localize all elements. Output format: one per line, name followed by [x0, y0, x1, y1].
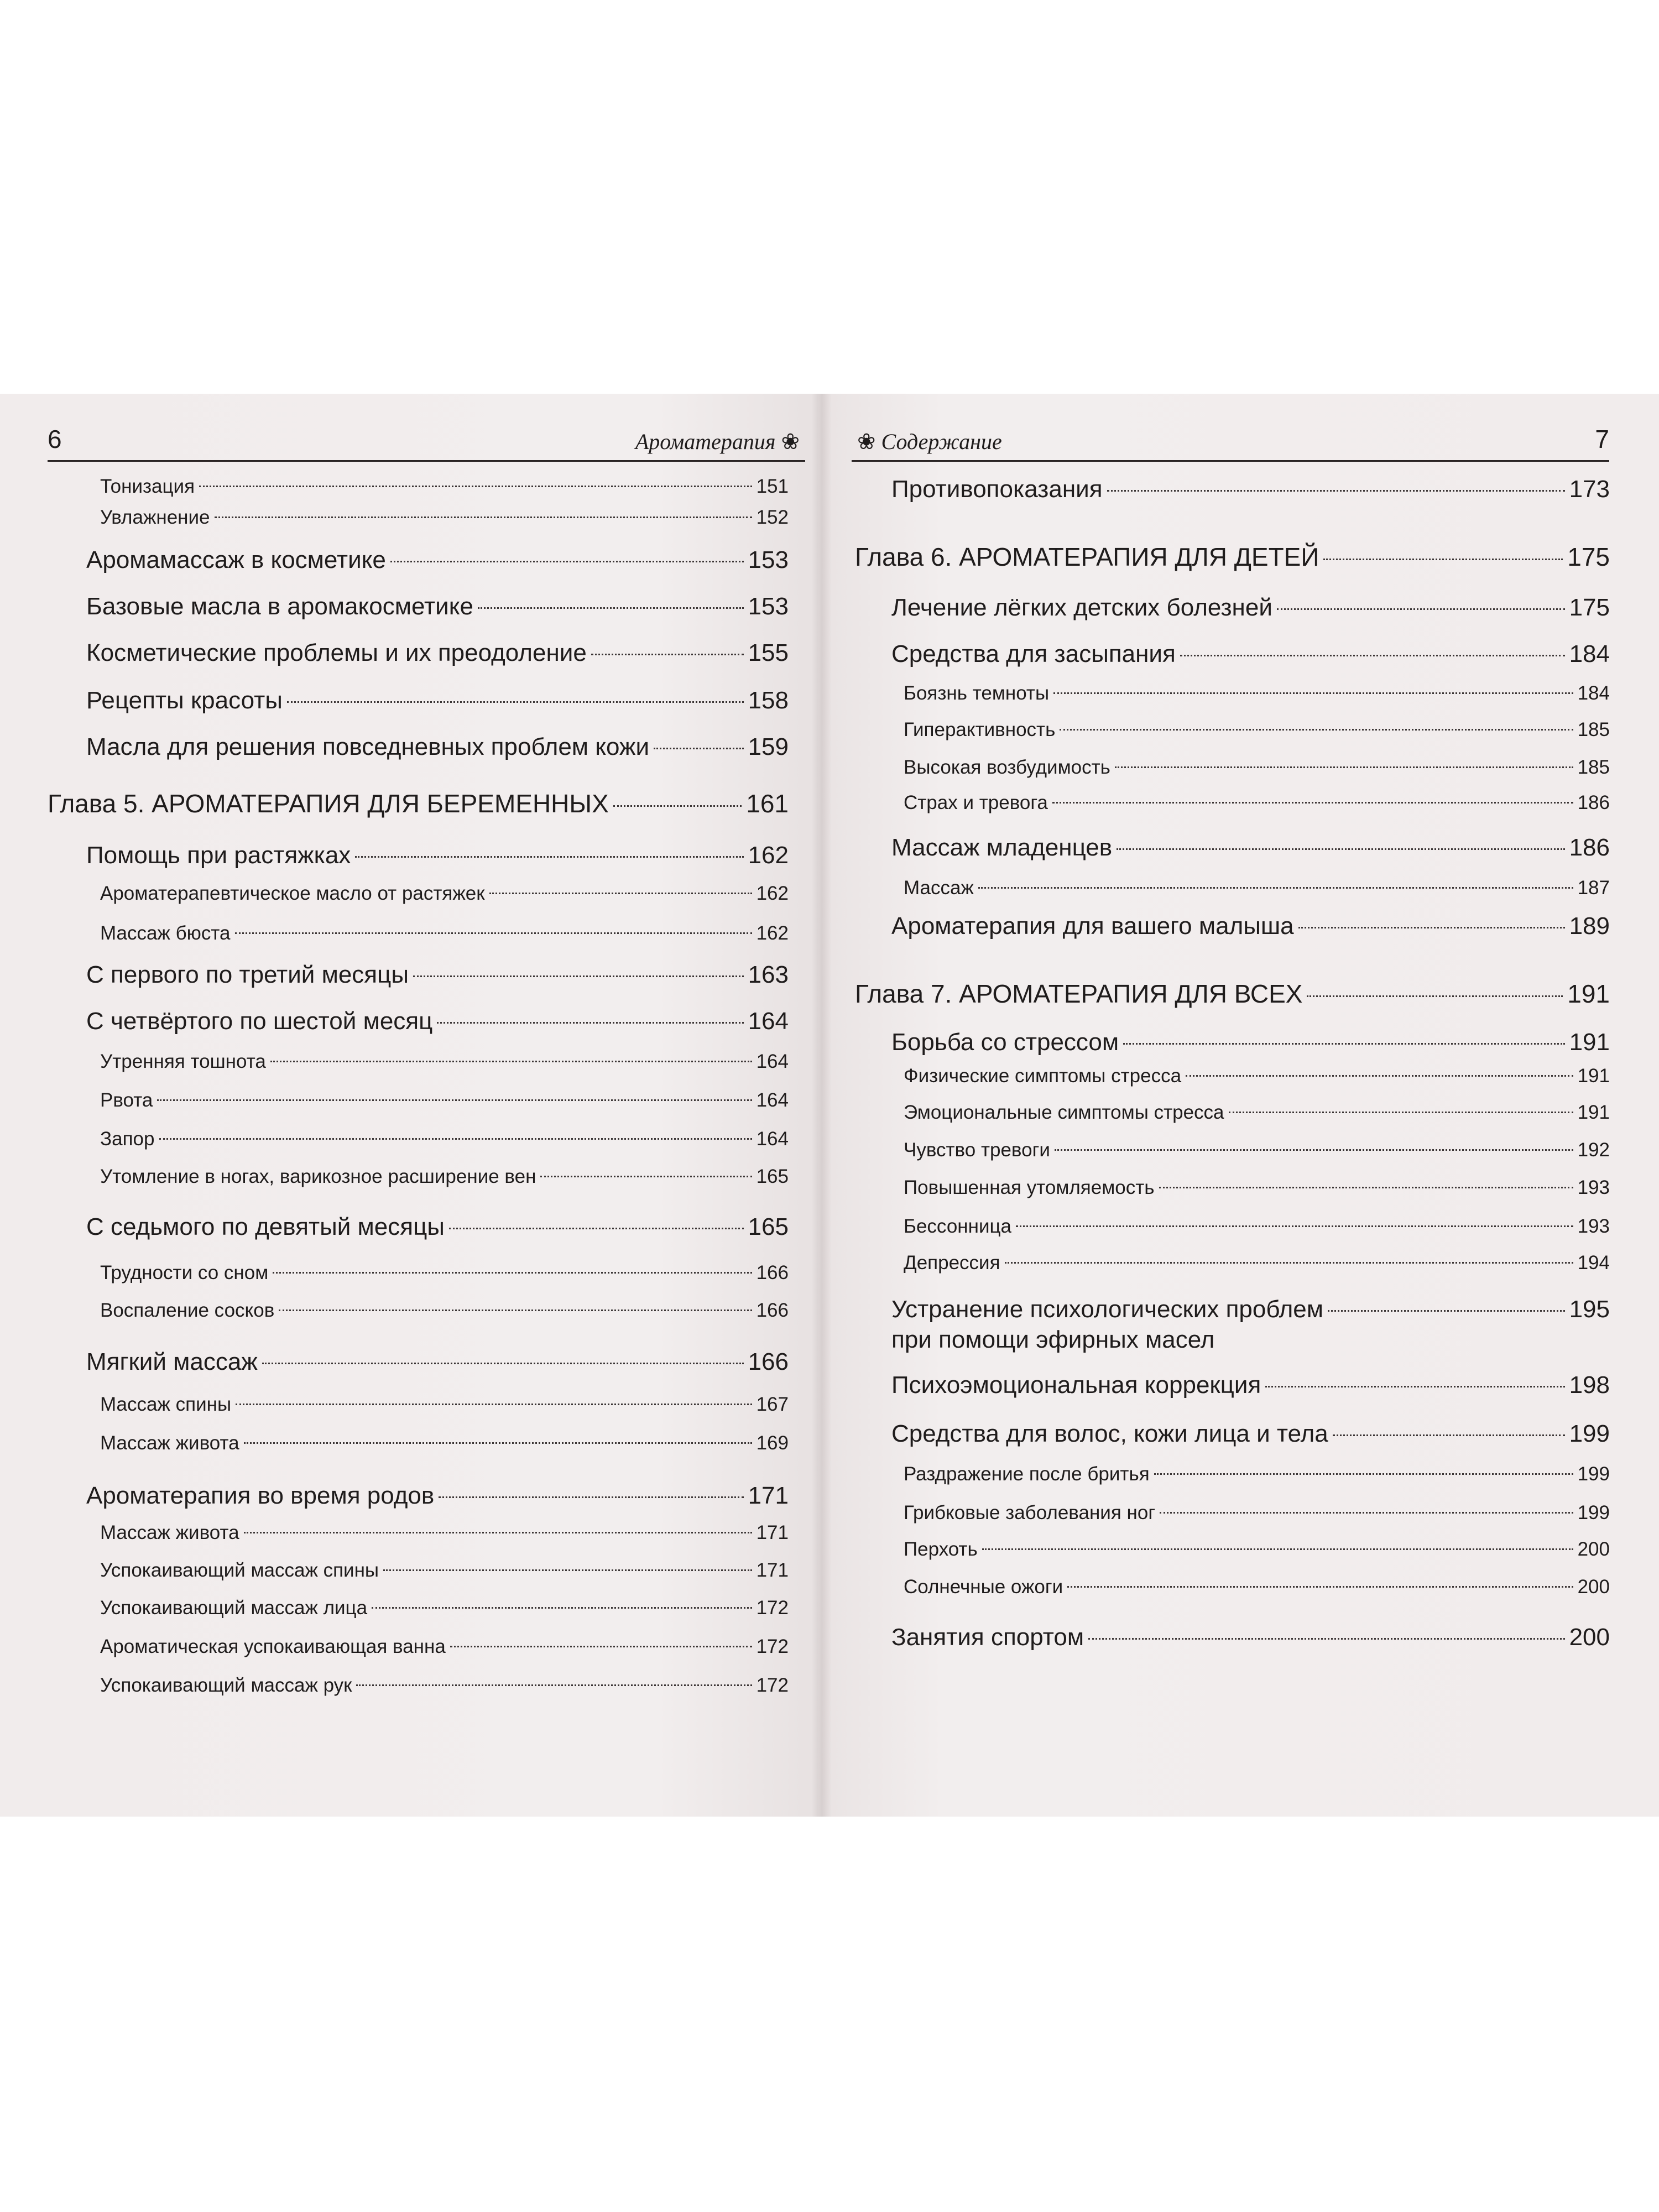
toc-entry-title: С седьмого по девятый месяцы	[86, 1213, 445, 1240]
toc-entry	[48, 1213, 789, 1241]
toc-chapter-entry	[855, 542, 1610, 572]
toc-page-number: 172	[756, 1597, 789, 1619]
toc-entry-title: Утренняя тошнота	[100, 1051, 266, 1072]
leader-dots	[1298, 927, 1565, 928]
toc-page-number: 191	[1577, 1065, 1610, 1087]
toc-entry-title: Перхоть	[904, 1538, 978, 1560]
leader-dots	[1154, 1473, 1573, 1475]
toc-entry	[48, 476, 789, 498]
toc-page-number: 172	[756, 1636, 789, 1657]
toc-page-number: 158	[748, 687, 789, 714]
toc-entry-title: Страх и тревога	[904, 792, 1048, 813]
leader-dots	[1160, 1512, 1573, 1514]
leader-dots	[1115, 766, 1573, 768]
leader-dots	[1107, 490, 1565, 492]
toc-entry-title-line2: при помощи эфирных масел	[891, 1326, 1215, 1353]
toc-entry	[48, 687, 789, 714]
toc-entry	[48, 1597, 789, 1619]
leader-dots	[1277, 608, 1565, 610]
toc-entry	[855, 834, 1610, 862]
toc-entry	[855, 1215, 1610, 1238]
toc-page-number: 163	[748, 961, 789, 988]
toc-entry	[48, 733, 789, 761]
toc-entry	[855, 1624, 1610, 1651]
toc-page-number: 172	[756, 1674, 789, 1696]
toc-entry	[48, 1300, 789, 1322]
toc-entry	[48, 1166, 789, 1188]
toc-entry-title: Психоэмоциональная коррекция	[891, 1371, 1261, 1399]
leader-dots	[478, 607, 744, 609]
toc-entry	[48, 1089, 789, 1112]
toc-entry	[855, 1463, 1610, 1485]
leader-dots	[372, 1607, 752, 1609]
toc-page-number: 169	[756, 1432, 789, 1454]
toc-page-number: 153	[748, 546, 789, 573]
leader-dots	[356, 1684, 752, 1686]
toc-entry-title: Борьба со стрессом	[891, 1029, 1119, 1056]
toc-page-number: 185	[1577, 757, 1610, 778]
toc-entry	[48, 1522, 789, 1544]
leader-dots	[244, 1442, 752, 1444]
toc-page-number: 191	[1567, 979, 1610, 1008]
leader-dots	[273, 1272, 752, 1274]
toc-entry-title: Ароматическая успокаивающая ванна	[100, 1636, 446, 1657]
toc-page-number: 184	[1569, 640, 1610, 667]
leader-dots	[159, 1138, 752, 1140]
leader-dots	[439, 1496, 743, 1498]
leader-dots	[1307, 995, 1563, 997]
leader-dots	[489, 893, 752, 894]
toc-page-number: 187	[1577, 877, 1610, 899]
leader-dots	[355, 856, 743, 858]
running-head-left	[48, 424, 805, 457]
toc-entry	[855, 1371, 1610, 1399]
toc-entry	[855, 792, 1610, 814]
toc-entry-title: Депрессия	[904, 1252, 1000, 1274]
leader-dots	[235, 932, 752, 934]
running-title-text: Ароматерапия	[635, 429, 776, 454]
toc-entry	[48, 1394, 789, 1416]
leader-dots	[1265, 1386, 1564, 1387]
toc-entry-title: Ароматерапевтическое масло от растяжек	[100, 883, 485, 904]
leader-dots	[1159, 1187, 1573, 1188]
toc-page-number: 161	[746, 789, 789, 818]
toc-entry	[48, 1559, 789, 1582]
left-page	[0, 394, 818, 1817]
leader-dots	[215, 517, 752, 518]
toc-entry	[855, 1294, 1610, 1355]
toc-entry-title: Помощь при растяжках	[86, 842, 351, 869]
toc-entry-title: Занятия спортом	[891, 1624, 1084, 1651]
toc-page-number: 191	[1577, 1102, 1610, 1123]
leader-dots	[413, 975, 744, 977]
toc-entry	[48, 1348, 789, 1376]
leader-dots	[613, 805, 742, 807]
page-number: 6	[48, 425, 62, 453]
toc-entry-title: Ароматерапия для вашего малыша	[891, 912, 1294, 940]
toc-entry	[48, 883, 789, 905]
toc-entry-title: Средства для засыпания	[891, 640, 1176, 667]
toc-entry-title: Солнечные ожоги	[904, 1576, 1063, 1598]
toc-page-number: 155	[748, 639, 789, 666]
toc-entry-title: Запор	[100, 1128, 155, 1150]
toc-page-number: 173	[1569, 476, 1610, 503]
leader-dots	[1052, 802, 1573, 804]
leader-dots	[1333, 1434, 1565, 1436]
toc-entry-title: Гиперактивность	[904, 719, 1056, 740]
toc-entry	[48, 842, 789, 869]
toc-entry	[855, 877, 1610, 899]
toc-entry-title: Чувство тревоги	[904, 1139, 1050, 1161]
toc-entry	[48, 593, 789, 620]
leader-dots	[262, 1363, 744, 1364]
toc-page-number: 166	[756, 1300, 789, 1321]
leader-dots	[1053, 692, 1573, 694]
toc-entry	[48, 961, 789, 989]
toc-entry-title: Массаж	[904, 877, 974, 899]
toc-chapter-entry	[48, 789, 789, 818]
toc-entry-title: Массаж живота	[100, 1432, 239, 1454]
toc-entry-title: Бессонница	[904, 1215, 1012, 1237]
toc-entry	[48, 507, 789, 529]
toc-entry	[48, 1674, 789, 1697]
toc-entry-title: Массаж живота	[100, 1522, 239, 1543]
leader-dots	[982, 1548, 1573, 1550]
leader-dots	[390, 561, 744, 562]
toc-entry	[855, 1177, 1610, 1199]
leader-dots	[1123, 1043, 1564, 1045]
toc-page-number: 162	[756, 922, 789, 944]
running-title	[852, 429, 1002, 455]
toc-entry-title: Лечение лёгких детских болезней	[891, 594, 1272, 621]
toc-entry-title: Тонизация	[100, 476, 195, 497]
toc-entry	[855, 1538, 1610, 1561]
toc-entry	[855, 640, 1610, 668]
toc-page-number: 189	[1569, 912, 1610, 940]
toc-page-number: 152	[756, 507, 789, 528]
leader-dots	[270, 1061, 752, 1062]
leader-dots	[199, 486, 752, 487]
running-head-right	[852, 424, 1609, 457]
leader-dots	[287, 701, 744, 703]
toc-entry	[855, 1029, 1610, 1056]
leader-dots	[437, 1022, 743, 1024]
running-title-text: Содержание	[881, 429, 1002, 454]
toc-page-number: 199	[1569, 1420, 1610, 1447]
header-rule	[48, 460, 805, 462]
leader-dots	[236, 1404, 752, 1405]
toc-page-number: 191	[1569, 1029, 1610, 1056]
toc-entry	[855, 1576, 1610, 1598]
toc-entry-title: Трудности со сном	[100, 1262, 269, 1284]
toc-page-number: 199	[1577, 1502, 1610, 1524]
toc-entry	[855, 1102, 1610, 1124]
toc-entry	[855, 1139, 1610, 1161]
toc-entry-title: Рецепты красоты	[86, 687, 283, 714]
toc-page-number: 151	[756, 476, 789, 497]
toc-page-number: 175	[1567, 542, 1610, 571]
leader-dots	[1323, 559, 1563, 560]
toc-entry-title: Физические симптомы стресса	[904, 1065, 1182, 1087]
toc-entry-title: Глава 5. АРОМАТЕРАПИЯ ДЛЯ БЕРЕМЕННЫХ	[48, 789, 609, 818]
toc-entry-title: Противопоказания	[891, 476, 1103, 503]
toc-entry	[48, 1051, 789, 1073]
leader-dots	[1180, 655, 1565, 656]
leader-dots	[1117, 848, 1564, 850]
toc-entry-title: Эмоциональные симптомы стресса	[904, 1102, 1224, 1123]
leader-dots	[1229, 1112, 1573, 1113]
toc-entry	[855, 757, 1610, 779]
toc-entry	[855, 476, 1610, 503]
leader-dots	[157, 1099, 752, 1101]
toc-page-number: 185	[1577, 719, 1610, 740]
toc-page-number: 171	[756, 1559, 789, 1581]
toc-entry	[855, 1420, 1610, 1448]
toc-page-number: 186	[1569, 834, 1610, 861]
toc-page-number: 184	[1577, 682, 1610, 704]
toc-entry	[48, 1482, 789, 1510]
toc-entry	[855, 1252, 1610, 1274]
leader-dots	[1016, 1225, 1573, 1227]
toc-entry-title: Средства для волос, кожи лица и тела	[891, 1420, 1328, 1447]
leader-dots	[449, 1228, 744, 1229]
leader-dots	[1067, 1586, 1573, 1588]
toc-entry-title: Успокаивающий массаж лица	[100, 1597, 368, 1619]
toc-page-number: 166	[748, 1348, 789, 1375]
toc-chapter-entry	[855, 979, 1610, 1009]
toc-page-number: 159	[748, 733, 789, 760]
leader-dots	[1328, 1310, 1565, 1312]
toc-page-number: 164	[748, 1008, 789, 1035]
leader-dots	[1005, 1262, 1573, 1264]
book-gutter	[812, 394, 832, 1817]
header-rule	[852, 460, 1609, 462]
toc-page-number: 200	[1577, 1576, 1610, 1598]
toc-entry-title-line1: Устранение психологических проблем	[891, 1296, 1323, 1323]
toc-entry-title: Масла для решения повседневных проблем кожи	[86, 733, 650, 760]
leader-dots	[654, 748, 744, 749]
leader-dots	[540, 1176, 752, 1177]
toc-entry-title	[891, 1294, 1323, 1355]
toc-entry-title: Массаж бюста	[100, 922, 231, 944]
toc-page-number: 194	[1577, 1252, 1610, 1274]
toc-entry	[855, 719, 1610, 741]
toc-entry	[48, 546, 789, 574]
toc-entry-title: Воспаление сосков	[100, 1300, 275, 1321]
toc-page-number: 171	[756, 1522, 789, 1543]
toc-page-number: 164	[756, 1089, 789, 1111]
toc-entry	[48, 1008, 789, 1035]
leader-dots	[383, 1569, 752, 1571]
toc-page-number: 198	[1569, 1371, 1610, 1399]
flower-ornament-icon: ❀	[781, 429, 800, 454]
toc-page-number: 166	[756, 1262, 789, 1284]
toc-entry-title: Высокая возбудимость	[904, 757, 1110, 778]
page-number: 7	[1595, 425, 1609, 453]
toc-entry	[48, 1262, 789, 1284]
leader-dots	[978, 887, 1573, 889]
toc-entry-title: Раздражение после бритья	[904, 1463, 1150, 1485]
leader-dots	[591, 654, 744, 655]
toc-page-number: 175	[1569, 594, 1610, 621]
leader-dots	[244, 1532, 752, 1533]
leader-dots	[1088, 1638, 1564, 1640]
toc-entry	[855, 594, 1610, 622]
toc-page-number: 192	[1577, 1139, 1610, 1161]
toc-page-number: 193	[1577, 1215, 1610, 1237]
leader-dots	[450, 1646, 752, 1647]
toc-page-number: 165	[756, 1166, 789, 1187]
toc-entry-title: Рвота	[100, 1089, 153, 1111]
toc-entry-title: С четвёртого по шестой месяц	[86, 1008, 433, 1035]
toc-page-number: 167	[756, 1394, 789, 1415]
toc-page-number: 153	[748, 593, 789, 620]
book-spread	[0, 394, 1659, 1817]
toc-entry	[855, 912, 1610, 940]
toc-entry-title: Успокаивающий массаж спины	[100, 1559, 379, 1581]
toc-entry-title: Увлажнение	[100, 507, 210, 528]
toc-entry	[48, 1432, 789, 1454]
flower-ornament-icon: ❀	[857, 429, 876, 454]
toc-entry-title: Массаж младенцев	[891, 834, 1113, 861]
leader-dots	[1186, 1075, 1573, 1077]
toc-entry	[855, 1502, 1610, 1524]
toc-page-number: 193	[1577, 1177, 1610, 1198]
leader-dots	[1055, 1149, 1573, 1151]
running-title	[635, 429, 805, 455]
toc-entry-title: Массаж спины	[100, 1394, 232, 1415]
toc-entry	[48, 922, 789, 945]
toc-page-number: 199	[1577, 1463, 1610, 1485]
toc-entry-title: Глава 6. АРОМАТЕРАПИЯ ДЛЯ ДЕТЕЙ	[855, 542, 1319, 571]
toc-page-number: 200	[1569, 1624, 1610, 1651]
toc-entry-title: С первого по третий месяцы	[86, 961, 409, 988]
toc-page-number: 164	[756, 1128, 789, 1150]
toc-entry-title: Утомление в ногах, варикозное расширение вен	[100, 1166, 536, 1187]
toc-page-number: 162	[748, 842, 789, 869]
toc-entry-title: Боязнь темноты	[904, 682, 1050, 704]
right-page	[818, 394, 1659, 1817]
toc-page-number: 186	[1577, 792, 1610, 813]
toc-entry	[48, 1128, 789, 1150]
toc-entry-title: Повышенная утомляемость	[904, 1177, 1155, 1198]
toc-entry	[855, 682, 1610, 705]
toc-entry-title: Косметические проблемы и их преодоление	[86, 639, 587, 666]
toc-entry-title: Грибковые заболевания ног	[904, 1502, 1156, 1524]
toc-entry	[48, 639, 789, 667]
toc-page-number: 195	[1569, 1296, 1610, 1323]
toc-page-number: 171	[748, 1482, 789, 1509]
toc-entry	[855, 1065, 1610, 1087]
toc-page-number: 165	[748, 1213, 789, 1240]
toc-page-number: 164	[756, 1051, 789, 1072]
leader-dots	[279, 1310, 752, 1311]
toc-entry-title: Аромамассаж в косметике	[86, 546, 386, 573]
toc-entry-title: Базовые масла в аромакосметике	[86, 593, 473, 620]
leader-dots	[1060, 729, 1573, 731]
toc-entry-title: Ароматерапия во время родов	[86, 1482, 435, 1509]
toc-entry-title: Успокаивающий массаж рук	[100, 1674, 352, 1696]
toc-page-number: 162	[756, 883, 789, 904]
toc-entry-title: Мягкий массаж	[86, 1348, 258, 1375]
toc-entry-title: Глава 7. АРОМАТЕРАПИЯ ДЛЯ ВСЕХ	[855, 979, 1303, 1008]
toc-page-number: 200	[1577, 1538, 1610, 1560]
toc-entry	[48, 1636, 789, 1658]
